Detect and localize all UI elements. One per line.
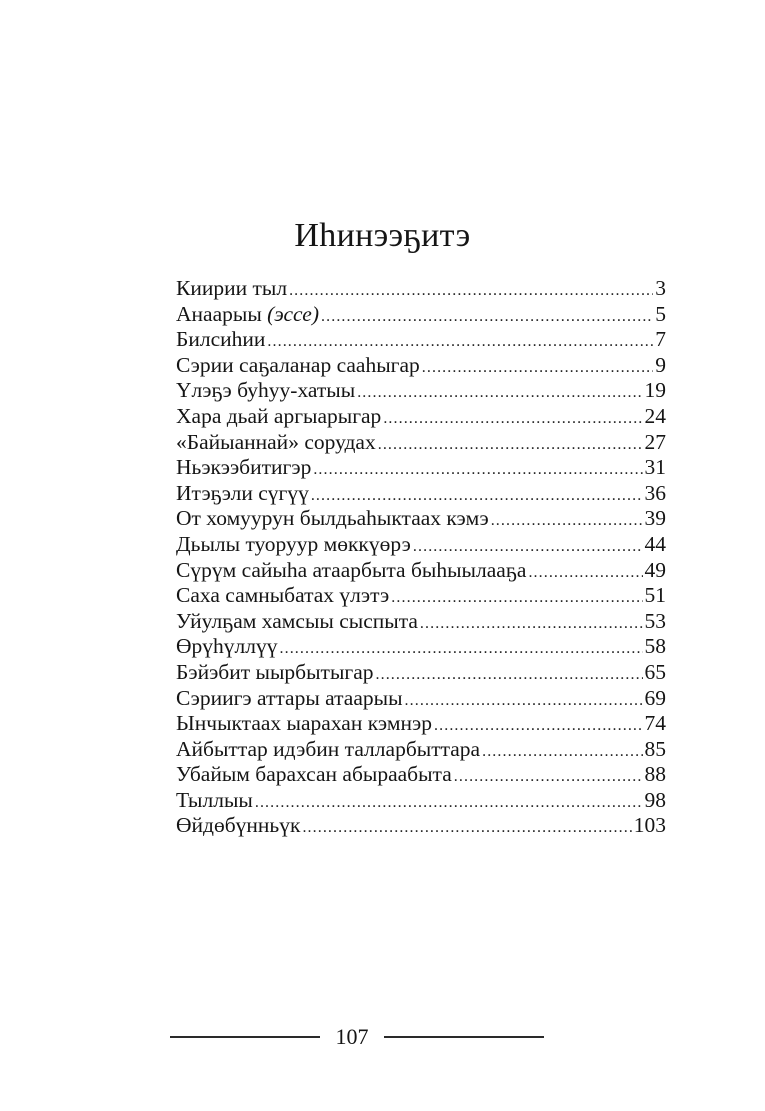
toc-entry <box>176 609 666 635</box>
dot-leader <box>378 432 643 456</box>
footer-rule-left <box>170 1036 320 1038</box>
toc-entry-page: 19 <box>644 378 666 403</box>
dot-leader <box>321 304 653 328</box>
toc-entry <box>176 762 666 788</box>
toc-entry-title: Саха самныбатах үлэтэ <box>176 583 390 608</box>
toc-entry-title: Сэрии саҕаланар сааһыгар <box>176 352 420 377</box>
toc-entry-title: Киирии тыл <box>176 276 288 300</box>
toc-entry-title: Уйулҕам хамсыы сыспыта <box>176 608 418 633</box>
toc-entry <box>176 558 666 584</box>
toc-entry-page: 103 <box>633 813 666 838</box>
page-title: Иһинээҕитэ <box>294 217 471 254</box>
toc-entry-title: Өрүһүллүү <box>176 634 278 659</box>
toc-entry-page: 51 <box>644 583 666 608</box>
toc-entry-page: 44 <box>644 531 666 556</box>
toc-entry-page: 36 <box>644 480 666 505</box>
toc-entry-title: «Байыаннай» сорудах <box>176 429 376 454</box>
toc-entry <box>176 404 666 430</box>
dot-leader <box>383 406 642 430</box>
footer-rule-right <box>384 1036 544 1038</box>
toc-entry-title: Бэйэбит ыырбытыгар <box>176 659 374 684</box>
toc-entry <box>176 455 666 481</box>
toc-entry-title: Ынчыктаах ыарахан кэмнэр <box>176 711 433 736</box>
toc-entry-page: 24 <box>644 403 666 428</box>
toc-entry <box>176 711 666 737</box>
toc-entry-page: 3 <box>655 276 666 300</box>
toc-entry-page: 69 <box>644 685 666 710</box>
toc-entry <box>176 378 666 404</box>
toc-entry <box>176 353 666 379</box>
toc-entry <box>176 583 666 609</box>
toc-entry-title: Хара дьай аргыарыгар <box>176 403 382 428</box>
toc-entry <box>176 686 666 712</box>
toc-entry-title: Өйдөбүнньүк <box>176 813 301 838</box>
toc-entry-page: 9 <box>655 352 666 377</box>
toc-entry-title: Дьылы туоруур мөккүөрэ <box>176 531 411 556</box>
dot-leader <box>413 534 643 558</box>
dot-leader <box>357 380 642 404</box>
dot-leader <box>528 560 642 584</box>
toc-entry-page: 7 <box>655 327 666 352</box>
dot-leader <box>454 764 643 788</box>
toc-entry <box>176 660 666 686</box>
toc-entry-page: 53 <box>644 608 666 633</box>
toc-entry <box>176 327 666 353</box>
toc-entry <box>176 737 666 763</box>
toc-entry <box>176 430 666 456</box>
toc-entry-page: 98 <box>644 787 666 812</box>
dot-leader <box>376 662 643 686</box>
table-of-contents <box>176 276 666 839</box>
toc-entry-page: 39 <box>644 506 666 531</box>
toc-entry <box>176 481 666 507</box>
toc-entry-title: Сүрүм сайыһа атаарбыта быһыылааҕа <box>176 557 527 582</box>
toc-entry-page: 85 <box>644 736 666 761</box>
toc-entry-page: 58 <box>644 634 666 659</box>
toc-entry-page: 88 <box>644 762 666 787</box>
toc-entry-title: Үлэҕэ буһуу-хатыы <box>176 378 356 403</box>
dot-leader <box>289 278 653 302</box>
toc-entry-title: Айбыттар идэбин талларбыттара <box>176 736 481 761</box>
toc-entry <box>176 813 666 839</box>
toc-entry-title: Ньэкээбитигэр <box>176 455 312 480</box>
toc-entry <box>176 634 666 660</box>
toc-entry-title: От хомуурун былдьаһыктаах кэмэ <box>176 506 489 531</box>
toc-entry <box>176 302 666 328</box>
dot-leader <box>420 611 643 635</box>
toc-entry-title: Билсиһии <box>176 327 266 352</box>
toc-entry <box>176 532 666 558</box>
dot-leader <box>391 585 642 609</box>
toc-entry-page: 49 <box>644 557 666 582</box>
dot-leader <box>405 688 643 712</box>
toc-entry <box>176 276 666 302</box>
dot-leader <box>311 483 643 507</box>
dot-leader <box>491 508 643 532</box>
toc-entry-subtitle: (эссе) <box>267 301 320 326</box>
toc-entry-page: 5 <box>655 301 666 326</box>
dot-leader <box>280 636 643 660</box>
toc-entry-title: Сэриигэ аттары атаарыы <box>176 685 403 710</box>
toc-entry-title: Итэҕэли сүгүү <box>176 480 309 505</box>
toc-entry-page: 65 <box>644 659 666 684</box>
toc-entry <box>176 788 666 814</box>
dot-leader <box>482 739 642 763</box>
toc-entry-page: 74 <box>644 711 666 736</box>
toc-entry-page: 31 <box>644 455 666 480</box>
dot-leader <box>313 457 642 481</box>
dot-leader <box>267 329 653 353</box>
toc-entry-page: 27 <box>644 429 666 454</box>
toc-entry <box>176 506 666 532</box>
dot-leader <box>422 355 653 379</box>
page-footer <box>0 1024 765 1050</box>
toc-entry-title: Убайым барахсан абыраабыта <box>176 762 452 787</box>
dot-leader <box>255 790 643 814</box>
dot-leader <box>434 713 642 737</box>
dot-leader <box>302 815 631 839</box>
toc-entry-title: Анаарыы (эссе) <box>176 301 320 326</box>
page-number: 107 <box>335 1024 369 1049</box>
toc-entry-title: Тыллыы <box>176 787 253 812</box>
